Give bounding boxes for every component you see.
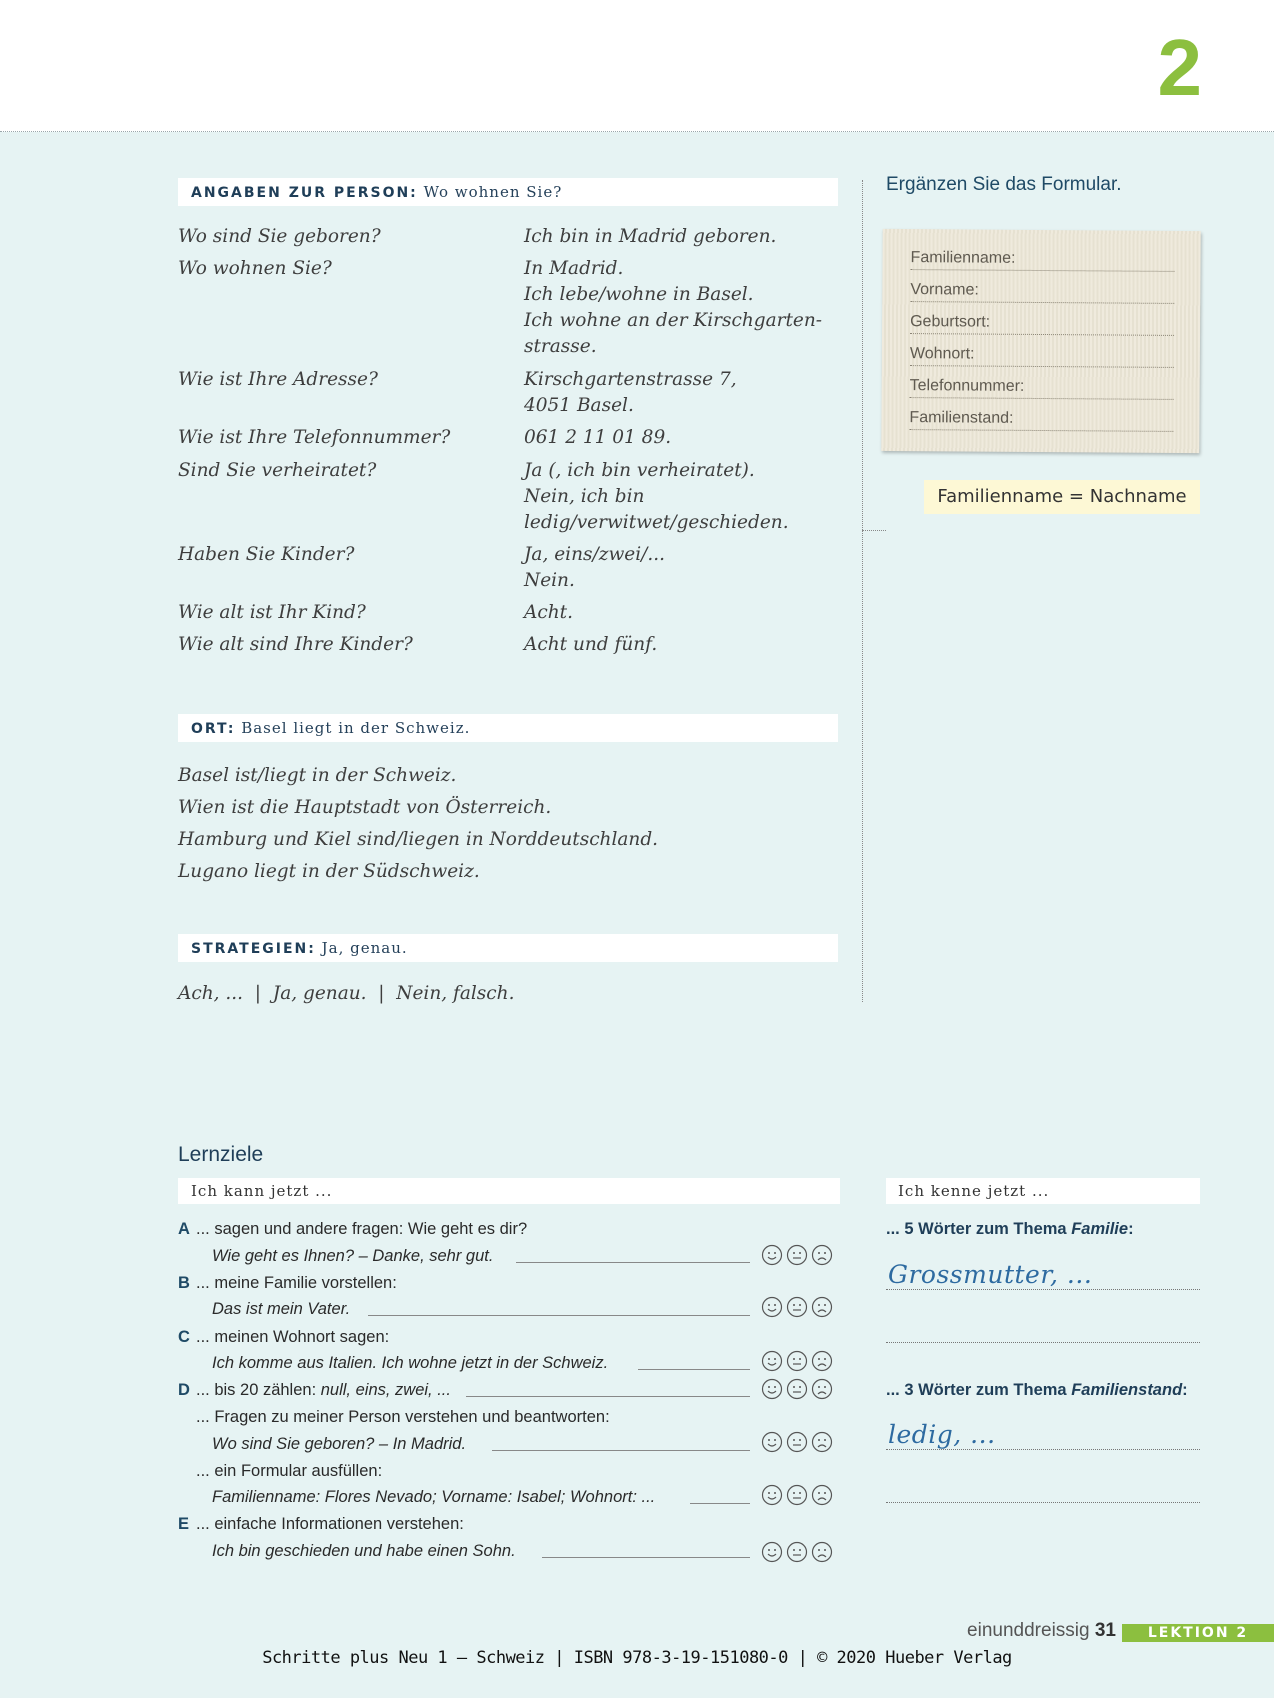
form-field-geburtsort: Geburtsort: [910,305,1174,336]
self-assessment[interactable] [761,1378,839,1400]
form-field-telefonnummer: Telefonnummer: [910,369,1174,400]
sad-face-icon[interactable] [811,1244,833,1266]
qa-question: Wie ist Ihre Telefonnummer? [178,427,451,448]
neutral-face-icon[interactable] [786,1484,808,1506]
sad-face-icon[interactable] [811,1484,833,1506]
ort-heading-text: Basel liegt in der Schweiz. [241,719,471,737]
qa-question: Sind Sie verheiratet? [178,460,377,481]
happy-face-icon[interactable] [761,1244,783,1266]
goal-text: ... Fragen zu meiner Person verstehen und beantworten: [196,1408,610,1426]
goal-example: Wo sind Sie geboren? – In Madrid. [212,1435,467,1453]
side-instruction: Ergänzen Sie das Formular. [886,174,1122,195]
column-divider [862,180,863,1002]
form-field-familienname: Familienname: [910,241,1174,272]
neutral-face-icon[interactable] [786,1431,808,1453]
qa-answer: Ich bin in Madrid geboren. [524,226,777,247]
handwritten-answer: ledig, ... [888,1420,996,1449]
qa-answer: In Madrid. Ich lebe/wohne in Basel. Ich wohne an der Kirschgarten- strasse. [524,258,823,357]
sad-face-icon[interactable] [811,1431,833,1453]
neutral-face-icon[interactable] [786,1378,808,1400]
qa-question: Wie ist Ihre Adresse? [178,369,378,390]
goal-example: Ich bin geschieden und habe einen Sohn. [212,1542,516,1560]
strategien-line: Ach, ... | Ja, genau. | Nein, falsch. [178,983,515,1004]
goal-text: ... sagen und andere fragen: Wie geht es dir? [196,1220,528,1238]
ort-line: Hamburg und Kiel sind/liegen in Norddeutschland. [178,829,659,850]
page-number: einunddreissig 31 [967,1620,1116,1641]
neutral-face-icon[interactable] [786,1541,808,1563]
form-field-familienstand: Familienstand: [909,401,1173,432]
ort-line: Basel ist/liegt in der Schweiz. [178,765,457,786]
goal-example: Ich komme aus Italien. Ich wohne jetzt in der Schweiz. [212,1354,609,1372]
qa-question: Haben Sie Kinder? [178,544,355,565]
self-assessment[interactable] [761,1431,839,1453]
handwritten-answer: Grossmutter, ... [888,1260,1093,1289]
goal-letter: C [178,1328,190,1346]
happy-face-icon[interactable] [761,1378,783,1400]
answer-line [368,1315,750,1316]
qa-question: Wo sind Sie geboren? [178,226,381,247]
goal-example: Wie geht es Ihnen? – Danke, sehr gut. [212,1247,494,1265]
strategien-heading [178,934,838,962]
qa-question: Wo wohnen Sie? [178,258,332,279]
info-note: Familienname = Nachname [924,480,1200,514]
answer-line[interactable] [886,1502,1200,1503]
sad-face-icon[interactable] [811,1296,833,1318]
self-assessment[interactable] [761,1350,839,1372]
goal-text: ... ein Formular ausfüllen: [196,1462,383,1480]
happy-face-icon[interactable] [761,1484,783,1506]
goal-text: ... meine Familie vorstellen: [196,1274,397,1292]
answer-line [492,1450,750,1451]
answer-line[interactable] [886,1342,1200,1343]
angaben-heading-text: Wo wohnen Sie? [423,183,563,201]
page-header [0,0,1274,132]
sad-face-icon[interactable] [811,1378,833,1400]
form-field-wohnort: Wohnort: [910,337,1174,368]
vocab-prompt-familienstand: ... 3 Wörter zum Thema Familienstand: [886,1381,1188,1399]
self-assessment[interactable] [761,1296,839,1318]
goal-letter: E [178,1515,190,1533]
qa-answer: Ja (, ich bin verheiratet). Nein, ich bin ledig/verwitwet/geschieden. [524,460,789,533]
angaben-heading [178,178,838,206]
ort-heading [178,714,838,742]
goal-letter: B [178,1274,190,1292]
answer-line [690,1503,750,1504]
ort-line: Wien ist die Hauptstadt von Österreich. [178,797,552,818]
goal-letter: A [178,1220,190,1238]
form-card [881,229,1201,453]
goal-text: ... bis 20 zählen: null, eins, zwei, ... [196,1381,451,1399]
vocab-prompt-familie: ... 5 Wörter zum Thema Familie: [886,1220,1134,1238]
neutral-face-icon[interactable] [786,1350,808,1372]
happy-face-icon[interactable] [761,1541,783,1563]
self-assessment[interactable] [761,1541,839,1563]
sad-face-icon[interactable] [811,1350,833,1372]
self-assessment[interactable] [761,1484,839,1506]
goal-text: ... meinen Wohnort sagen: [196,1328,390,1346]
qa-question: Wie alt ist Ihr Kind? [178,602,366,623]
qa-answer: Ja, eins/zwei/... Nein. [524,544,666,591]
answer-line[interactable] [886,1289,1200,1290]
ort-line: Lugano liegt in der Südschweiz. [178,861,480,882]
ort-examples [178,760,658,888]
goal-example: Das ist mein Vater. [212,1300,351,1318]
self-assessment[interactable] [761,1244,839,1266]
strategien-heading-text: Ja, genau. [321,939,408,957]
answer-line [638,1369,750,1370]
qa-question: Wie alt sind Ihre Kinder? [178,634,413,655]
chapter-number: 2 [1157,23,1202,112]
answer-line [516,1262,750,1263]
goal-text: ... einfache Informationen verstehen: [196,1515,464,1533]
side-divider [862,530,886,531]
lektion-tag: LEKTION 2 [1122,1624,1274,1642]
neutral-face-icon[interactable] [786,1244,808,1266]
happy-face-icon[interactable] [761,1296,783,1318]
qa-answer: 061 2 11 01 89. [524,427,672,448]
answer-line[interactable] [886,1449,1200,1450]
strategien-heading-bold: STRATEGIEN: [191,941,316,957]
qa-answer: Acht. [524,602,573,623]
form-field-vorname: Vorname: [910,273,1174,304]
answer-line [542,1557,750,1558]
ort-heading-bold: ORT: [191,721,236,737]
happy-face-icon[interactable] [761,1431,783,1453]
goal-example: Familienname: Flores Nevado; Vorname: Isabel; Wohnort: ... [212,1488,656,1506]
goal-letter: D [178,1381,190,1399]
publisher-credit: Schritte plus Neu 1 – Schweiz | ISBN 978-3-19-151080-0 | © 2020 Hueber Verlag [262,1648,1012,1668]
angaben-heading-bold: ANGABEN ZUR PERSON: [191,185,418,201]
lernziele-title: Lernziele [178,1143,264,1166]
happy-face-icon[interactable] [761,1350,783,1372]
sad-face-icon[interactable] [811,1541,833,1563]
neutral-face-icon[interactable] [786,1296,808,1318]
lernziele-left-bar: Ich kann jetzt ... [178,1178,840,1204]
qa-answer: Acht und fünf. [524,634,658,655]
qa-answer: Kirschgartenstrasse 7, 4051 Basel. [524,369,737,416]
answer-line [466,1396,750,1397]
lernziele-right-bar: Ich kenne jetzt ... [886,1178,1200,1204]
